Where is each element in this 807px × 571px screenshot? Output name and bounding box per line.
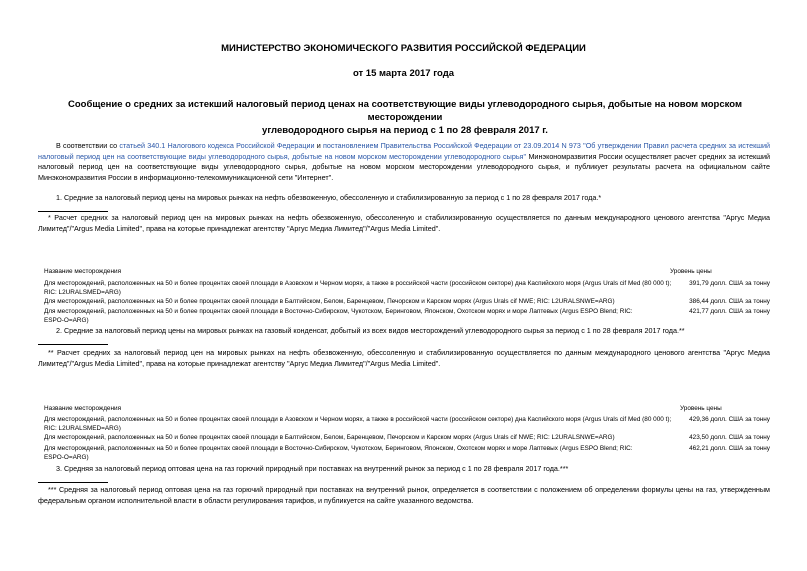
table-2-row-name: Для месторождений, расположенных на 50 и более процентах своей площади в Восточно-Сибирском, Чукотском, Беринговом, Японском, Охотском морях и море Лаптевых (Argus ESPO Blend; RIC: ESPO-O=ARG) <box>44 445 633 461</box>
intro-mid: и <box>314 141 323 150</box>
section-2-footnote: ** Расчет средних за налоговый период цен на мировых рынках на нефть обезвоженную, обессоленную и стабилизированную осуществляется по данным международного ценового агентства "Аргус Медиа Лимитед"/"Argus Media Limited", права на которые принадлежат агентству "Аргус Медиа Лимитед"/"Argus Media Limited". <box>38 348 770 368</box>
table-2-col-value: Уровень цены <box>680 405 722 412</box>
table-2-row-name: Для месторождений, расположенных на 50 и более процентах своей площади в Азовском и Черном морях, а также в российской части (российском секторе) дна Каспийского моря (Argus Urals cif Med (80 000 t); RIC: L2URALSMED=ARG) <box>44 416 672 432</box>
title-line-2: углеводородного сырья на период с 1 по 28 февраля 2017 г. <box>262 125 548 136</box>
intro-prefix: В соответствии со <box>56 141 120 150</box>
section-1-footnote: * Расчет средних за налоговый период цен на мировых рынках на нефть обезвоженную, обессоленную и стабилизированную осуществляется по данным международного ценового агентства "Аргус Медиа Лимитед"/"Argus Media Limited", права на которые принадлежат агентству "Аргус Медиа Лимитед"/"Argus Media Limited". <box>38 213 770 233</box>
table-1-row-name: Для месторождений, расположенных на 50 и более процентах своей площади в Азовском и Черном морях, а также в российской части (российском секторе) дна Каспийского моря (Argus Urals cif Med (80 000 t); RIC: L2URALSMED=ARG) <box>44 280 672 296</box>
table-1-row-name: Для месторождений, расположенных на 50 и более процентах своей площади в Балтийском, Белом, Баренцевом, Печорском и Карском морях (Argus Urals cif NWE; RIC: L2URALSNWE=ARG) <box>44 298 615 305</box>
ministry-name: МИНИСТЕРСТВО ЭКОНОМИЧЕСКОГО РАЗВИТИЯ РОССИЙСКОЙ ФЕДЕРАЦИИ <box>221 43 586 54</box>
table-2-row-value: 429,36 долл. США за тонну <box>689 416 770 423</box>
intro-paragraph <box>38 141 770 183</box>
footnote-divider <box>38 211 108 212</box>
section-3-footnote: *** Средняя за налоговый период оптовая цена на газ горючий природный при поставках на внутренний рынок, определяется в соответствии с положением об определении формулы цены на газ, утвержденным федеральным органом исполнительной власти в области регулирования тарифов, и публикуется на сайте указанного ведомства. <box>38 485 770 505</box>
section-3-heading: 3. Средняя за налоговый период оптовая цена на газ горючий природный при поставках на внутренний рынок за период с 1 по 28 февраля 2017 года.*** <box>56 464 569 473</box>
table-1-row-value: 386,44 долл. США за тонну <box>689 298 770 305</box>
table-2-row-value: 423,50 долл. США за тонну <box>689 434 770 441</box>
title-line-1: Сообщение о средних за истекший налоговый период ценах на соответствующие виды углеводородного сырья, добытые на новом морском месторождении <box>68 99 742 123</box>
footnote-divider <box>38 344 108 345</box>
table-1-row-name: Для месторождений, расположенных на 50 и более процентах своей площади в Восточно-Сибирском, Чукотском, Беринговом, Японском, Охотском морях и море Лаптевых (Argus ESPO Blend; RIC: ESPO-O=ARG) <box>44 308 633 324</box>
document-title <box>55 98 755 137</box>
tax-code-link[interactable]: статьей 340.1 Налогового кодекса Российской Федерации <box>119 141 315 150</box>
section-2-heading: 2. Средние за налоговый период цены на мировых рынках на газовый конденсат, добытый из всех видов месторождений углеводородного сырья за период с 1 по 28 февраля 2017 года.** <box>56 326 685 335</box>
table-1-col-name: Название месторождения <box>44 268 122 275</box>
footnote-divider <box>38 482 108 483</box>
table-2-row-name: Для месторождений, расположенных на 50 и более процентах своей площади в Балтийском, Белом, Баренцевом, Печорском и Карском морях (Argus Urals cif NWE; RIC: L2URALSNWE=ARG) <box>44 434 615 441</box>
document-date: от 15 марта 2017 года <box>352 68 455 79</box>
section-1-heading: 1. Средние за налоговый период цены на мировых рынках на нефть обезвоженную, обессоленную и стабилизированную за период с 1 по 28 февраля 2017 года.* <box>56 193 602 202</box>
government-decree-link[interactable]: постановлением Правительства Российской Федерации от 23.09.2014 N 973 "Об утверждении Правил расчета средних за истекший налоговый период цен на соответствующие виды углеводородного сырья, добытые на новом морском месторождении углеводородного сырья" <box>38 141 771 161</box>
table-2-row-value: 462,21 долл. США за тонну <box>689 445 770 452</box>
table-1-row-value: 421,77 долл. США за тонну <box>689 308 770 315</box>
table-1-row-value: 391,79 долл. США за тонну <box>689 280 770 287</box>
table-2-col-name: Название месторождения <box>44 405 122 412</box>
table-1-col-value: Уровень цены <box>670 268 712 275</box>
intro-suffix: Минэкономразвития России осуществляет расчет средних за истекший налоговый период цен на соответствующие виды углеводородного сырья, добытые на новом морском месторождении углеводородного сырья, и публикует результаты расчета на официальном сайте Минэкономразвития России в информационно-телекоммуникационной сети "Интернет". <box>38 151 770 182</box>
